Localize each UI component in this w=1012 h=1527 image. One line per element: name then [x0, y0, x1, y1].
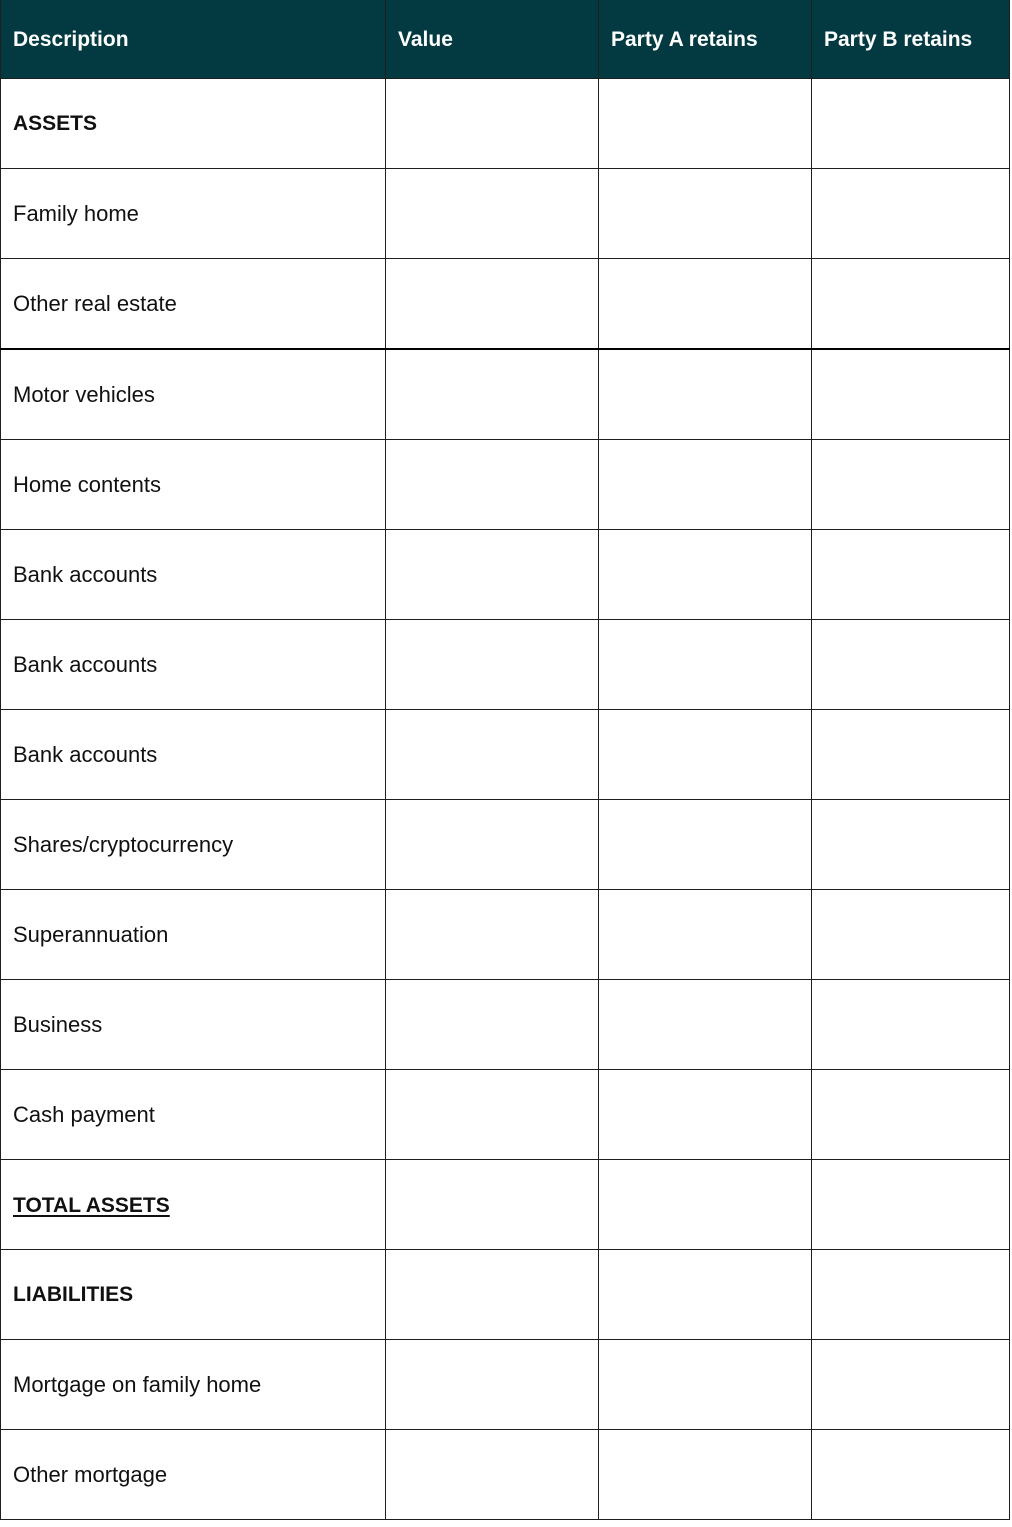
party-b-cell[interactable]: [812, 800, 1010, 890]
party-b-cell[interactable]: [812, 1160, 1010, 1250]
party-a-cell[interactable]: [599, 79, 812, 169]
party-b-cell[interactable]: [812, 1250, 1010, 1340]
party-a-cell[interactable]: [599, 890, 812, 980]
value-cell[interactable]: [386, 620, 599, 710]
party-a-cell[interactable]: [599, 259, 812, 350]
table-row: [1, 620, 1010, 710]
value-cell[interactable]: [386, 349, 599, 440]
description-cell: Shares/cryptocurrency: [1, 800, 386, 890]
value-cell[interactable]: [386, 980, 599, 1070]
value-cell[interactable]: [386, 1070, 599, 1160]
value-cell[interactable]: [386, 440, 599, 530]
party-b-cell[interactable]: [812, 980, 1010, 1070]
description-cell: Family home: [1, 169, 386, 259]
party-b-cell[interactable]: [812, 710, 1010, 800]
total-row: [1, 1160, 1010, 1250]
description-cell: LIABILITIES: [1, 1250, 386, 1340]
table-body: [1, 79, 1010, 1520]
value-cell[interactable]: [386, 169, 599, 259]
description-cell: Cash payment: [1, 1070, 386, 1160]
table-header: [1, 1, 1010, 79]
table-row: [1, 1070, 1010, 1160]
description-cell: Bank accounts: [1, 620, 386, 710]
value-cell[interactable]: [386, 1250, 599, 1340]
value-cell[interactable]: [386, 259, 599, 350]
party-a-cell[interactable]: [599, 1430, 812, 1520]
party-a-cell[interactable]: [599, 980, 812, 1070]
party-a-cell[interactable]: [599, 440, 812, 530]
table-row: [1, 980, 1010, 1070]
party-a-cell[interactable]: [599, 1070, 812, 1160]
value-cell[interactable]: [386, 79, 599, 169]
party-b-cell[interactable]: [812, 1070, 1010, 1160]
table-row: [1, 1430, 1010, 1520]
table-row: [1, 800, 1010, 890]
party-b-cell[interactable]: [812, 440, 1010, 530]
value-cell[interactable]: [386, 530, 599, 620]
party-a-cell[interactable]: [599, 349, 812, 440]
heading-row: [1, 79, 1010, 169]
column-header-party-b: Party B retains: [812, 1, 1010, 79]
total-label: TOTAL ASSETS: [13, 1193, 170, 1217]
value-cell[interactable]: [386, 710, 599, 800]
value-cell[interactable]: [386, 800, 599, 890]
heading-row: [1, 1250, 1010, 1340]
party-a-cell[interactable]: [599, 1160, 812, 1250]
value-cell[interactable]: [386, 890, 599, 980]
description-cell: Bank accounts: [1, 530, 386, 620]
description-cell: Other mortgage: [1, 1430, 386, 1520]
description-cell: Bank accounts: [1, 710, 386, 800]
party-a-cell[interactable]: [599, 620, 812, 710]
description-cell: Motor vehicles: [1, 349, 386, 440]
party-a-cell[interactable]: [599, 1250, 812, 1340]
description-cell: Mortgage on family home: [1, 1340, 386, 1430]
party-b-cell[interactable]: [812, 1430, 1010, 1520]
party-a-cell[interactable]: [599, 169, 812, 259]
description-cell: Business: [1, 980, 386, 1070]
table-row: [1, 890, 1010, 980]
party-a-cell[interactable]: [599, 1340, 812, 1430]
description-cell: [1, 1160, 386, 1250]
table-row: [1, 259, 1010, 350]
description-cell: Home contents: [1, 440, 386, 530]
party-a-cell[interactable]: [599, 710, 812, 800]
value-cell[interactable]: [386, 1430, 599, 1520]
column-header-description: Description: [1, 1, 386, 79]
party-b-cell[interactable]: [812, 890, 1010, 980]
party-b-cell[interactable]: [812, 530, 1010, 620]
party-b-cell[interactable]: [812, 259, 1010, 350]
header-row: [1, 1, 1010, 79]
table-row: [1, 530, 1010, 620]
party-b-cell[interactable]: [812, 1340, 1010, 1430]
party-b-cell[interactable]: [812, 620, 1010, 710]
table-row: [1, 169, 1010, 259]
value-cell[interactable]: [386, 1340, 599, 1430]
party-a-cell[interactable]: [599, 800, 812, 890]
description-cell: Other real estate: [1, 259, 386, 350]
description-cell: Superannuation: [1, 890, 386, 980]
party-b-cell[interactable]: [812, 349, 1010, 440]
value-cell[interactable]: [386, 1160, 599, 1250]
description-cell: ASSETS: [1, 79, 386, 169]
party-b-cell[interactable]: [812, 169, 1010, 259]
table-row: [1, 440, 1010, 530]
table-row: [1, 710, 1010, 800]
table-row: [1, 349, 1010, 440]
column-header-party-a: Party A retains: [599, 1, 812, 79]
party-b-cell[interactable]: [812, 79, 1010, 169]
column-header-value: Value: [386, 1, 599, 79]
party-a-cell[interactable]: [599, 530, 812, 620]
table-row: [1, 1340, 1010, 1430]
